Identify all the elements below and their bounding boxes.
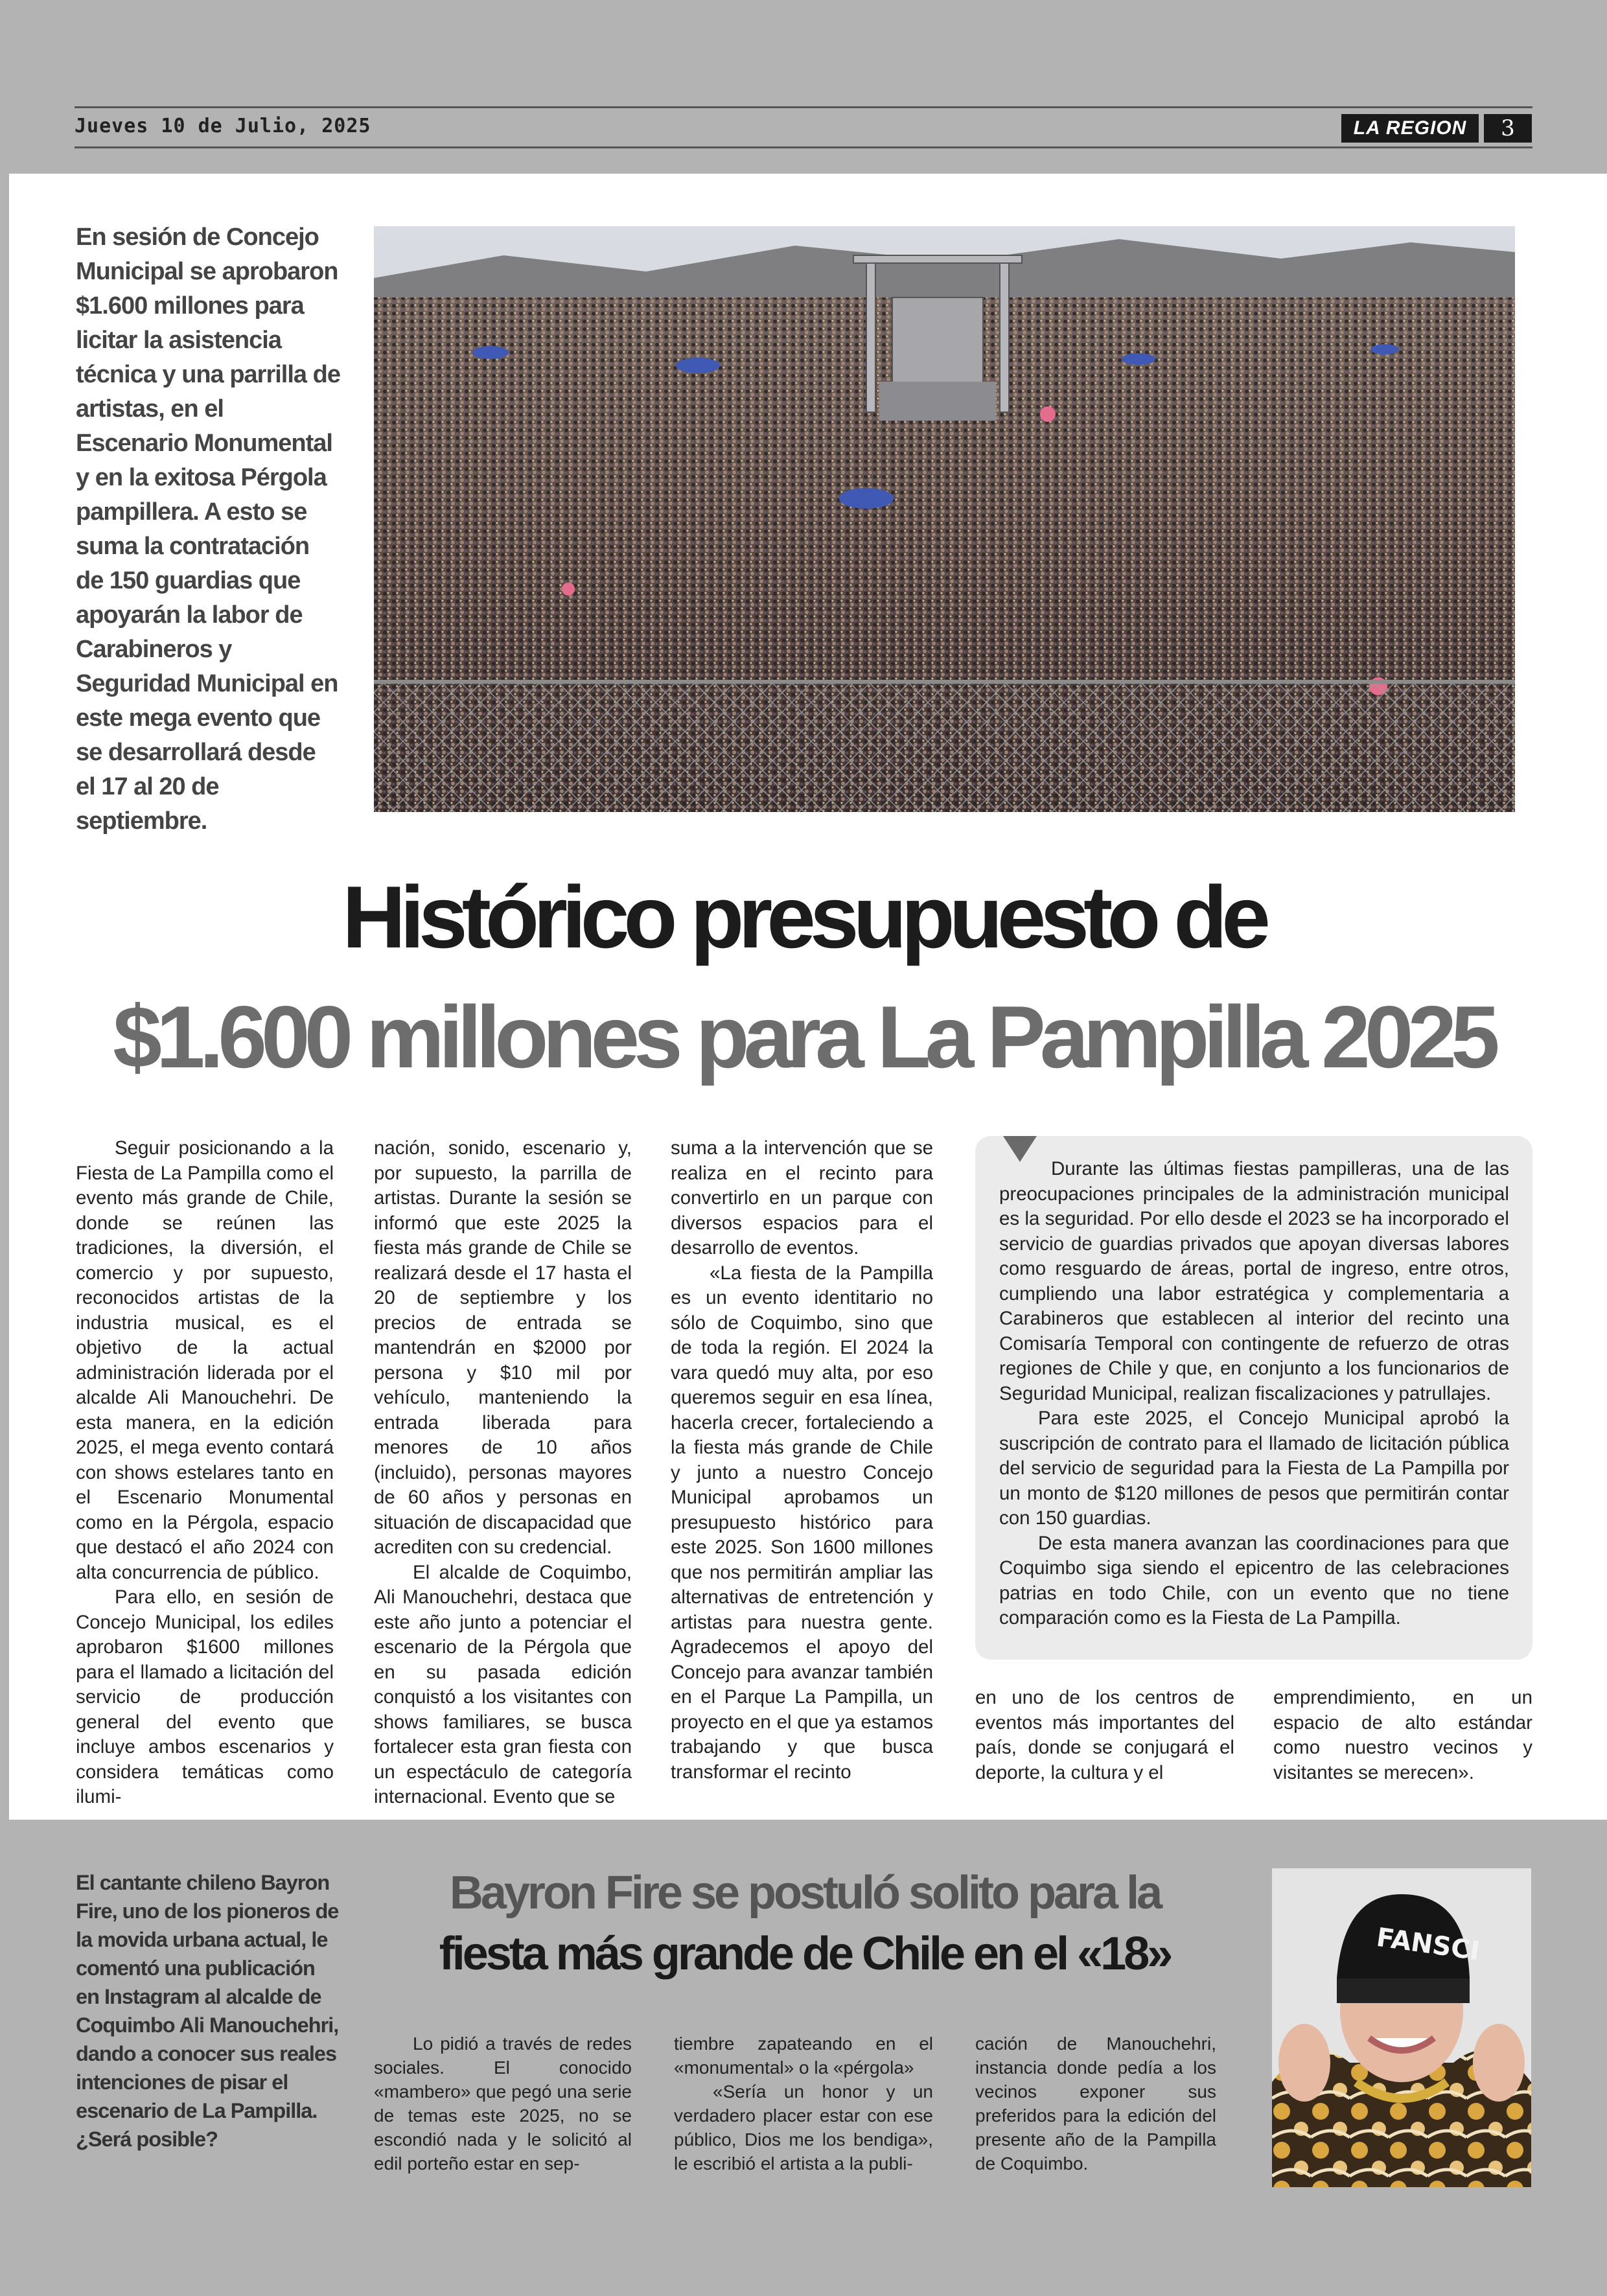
paragraph: «Sería un honor y un verdadero placer estar con ese público, Dios me los bendiga», le escribió el artista a la publi-: [674, 2081, 933, 2174]
paragraph: cación de Manouchehri, instancia donde pedía a los vecinos exponer sus preferidos para la edición del presente año de la Pampilla de Coquimbo.: [975, 2034, 1216, 2174]
paragraph: suma a la intervención que se realiza en el recinto para convertirlo en un parque con diversos espacios para el desarrollo de eventos.: [671, 1137, 933, 1258]
body-column-2: [374, 1136, 632, 1810]
second-headline-line2: fiesta más grande de Chile en el «18»: [439, 1928, 1171, 1980]
newspaper-logo: LA REGION: [1341, 114, 1479, 143]
crowd-photo: [374, 226, 1515, 812]
issue-date: Jueves 10 de Julio, 2025: [75, 115, 371, 137]
second-column-3: [975, 2032, 1216, 2175]
second-column-2: [674, 2032, 933, 2175]
security-box-text: [999, 1157, 1509, 1631]
paragraph: El alcalde de Coquimbo, Ali Manouchehri, destaca que este año junto a potenciar el escenario de la Pérgola que en su pasada edición conquistó a los visitantes con shows familiares, se busca fortalecer esta gran fiesta con un espectáculo de categoría internacional. Evento que se: [374, 1561, 632, 1807]
paragraph: Seguir posicionando a la Fiesta de La Pampilla como el evento más grande de Chile, donde se reúnen las tradiciones, la diversión, el comercio y por supuesto, reconocidos artistas de la industria musical, es el objetivo de la actual administración liderada por el alcalde Ali Manouchehri. De esta manera, en la edición 2025, el mega evento contará con shows estelares tanto en el Escenario Monumental como en la Pérgola, espacio que destacó el año 2024 con alta concurrencia de público.: [76, 1137, 334, 1583]
page-number: 3: [1484, 114, 1532, 143]
paragraph: en uno de los centros de eventos más importantes del país, donde se conjugará el deporte, la cultura y el: [975, 1687, 1234, 1783]
header-rule-top: [75, 106, 1532, 108]
paragraph: tiembre zapateando en el «monumental» o la «pérgola»: [674, 2034, 933, 2078]
artist-portrait-photo: [1272, 1868, 1531, 2187]
second-column-1: [374, 2032, 632, 2175]
body-column-1: [76, 1136, 334, 1810]
second-lead-paragraph: El cantante chileno Bayron Fire, uno de los pioneros de la movida urbana actual, le comentó una publicación en Instagram al alcalde de Coquimbo Ali Manouchehri, dando a conocer sus reales intenciones de pisar el escenario de La Pampilla. ¿Será posible?: [76, 1871, 339, 2151]
main-lead-paragraph: En sesión de Concejo Municipal se aprobaron $1.600 millones para licitar la asistencia técnica y una parrilla de artistas, en el Escenario Monumental y en la exitosa Pérgola pampillera. A esto se suma la contratación de 150 guardias que apoyarán la labor de Carabineros y Seguridad Municipal en este mega evento que se desarrollará desde el 17 al 20 de septiembre.: [76, 224, 340, 835]
second-headline-line1: Bayron Fire se postuló solito para la: [449, 1867, 1161, 1919]
paragraph: emprendimiento, en un espacio de alto estándar como nuestro vecinos y visitantes se merecen».: [1273, 1687, 1532, 1783]
paragraph: nación, sonido, escenario y, por supuesto, la parrilla de artistas. Durante la sesión se informó que este 2025 la fiesta más grande de Chile se realizará desde el 17 hasta el 20 de septiembre y los precios de entrada se mantendrán en $2000 por persona y $10 mil por vehículo, manteniendo la entrada liberada para menores de 10 años (incluido), personas mayores de 60 años y personas en situación de discapacidad que acrediten con su credencial.: [374, 1137, 632, 1558]
paragraph: «La fiesta de la Pampilla es un evento identitario no sólo de Coquimbo, sino que de toda la región. El 2024 la vara quedó muy alta, por eso queremos seguir en esa línea, hacerla crecer, fortaleciendo a la fiesta más grande de Chile y junto a nuestro Concejo Municipal aprobamos un presupuesto histórico para este 2025. Son 1600 millones que nos permitirán ampliar las alternativas de entretención y artistas para nuestra gente. Agradecemos el apoyo del Concejo para avanzar también en el Parque La Pampilla, un proyecto en el que ya estamos trabajando y que busca transformar el recinto: [671, 1262, 933, 1783]
main-headline-line1: Histórico presupuesto de: [342, 868, 1265, 966]
main-headline-line2: $1.600 millones para La Pampilla 2025: [113, 988, 1494, 1086]
paragraph: De esta manera avanzan las coordinaciones para que Coquimbo siga siendo el epicentro de las celebraciones patrias en todo Chile, con un evento que no tiene comparación como es la Fiesta de La Pampilla.: [999, 1532, 1509, 1629]
paragraph: Lo pidió a través de redes sociales. El conocido «mambero» que pegó una serie de temas este 2025, no se escondió nada y le solicitó al edil porteño estar en sep-: [374, 2034, 632, 2174]
body-column-5: [1273, 1686, 1532, 1785]
header-rule-bottom: [75, 146, 1532, 148]
body-column-3: [671, 1136, 933, 1785]
cap-lettering: FANSCI: [1374, 1922, 1482, 1967]
paragraph: Para este 2025, el Concejo Municipal aprobó la suscripción de contrato para el llamado de licitación pública del servicio de seguridad para la Fiesta de La Pampilla por un monto de $120 millones de pesos que permitirán contar con 150 guardias.: [999, 1408, 1509, 1529]
paragraph: Para ello, en sesión de Concejo Municipal, los ediles aprobaron $1600 millones para el llamado a licitación del servicio de producción general del evento que incluye ambos escenarios y considera temáticas como ilumi-: [76, 1586, 334, 1807]
body-column-4: [975, 1686, 1234, 1785]
paragraph: Durante las últimas fiestas pampilleras, una de las preocupaciones principales de la administración municipal es la seguridad. Por ello desde el 2023 se ha incorporado el servicio de guardias privados que apoyan diversas labores como resguardo de áreas, portal de ingreso, entre otros, cumpliendo una labor estratégica y complementaria a Carabineros que establecen al interior del recinto una Comisaría Temporal con contingente de refuerzo de otras regiones de Chile y que, en conjunto a los funcionarios de Seguridad Municipal, realizan fiscalizaciones y patrullajes.: [999, 1158, 1509, 1404]
